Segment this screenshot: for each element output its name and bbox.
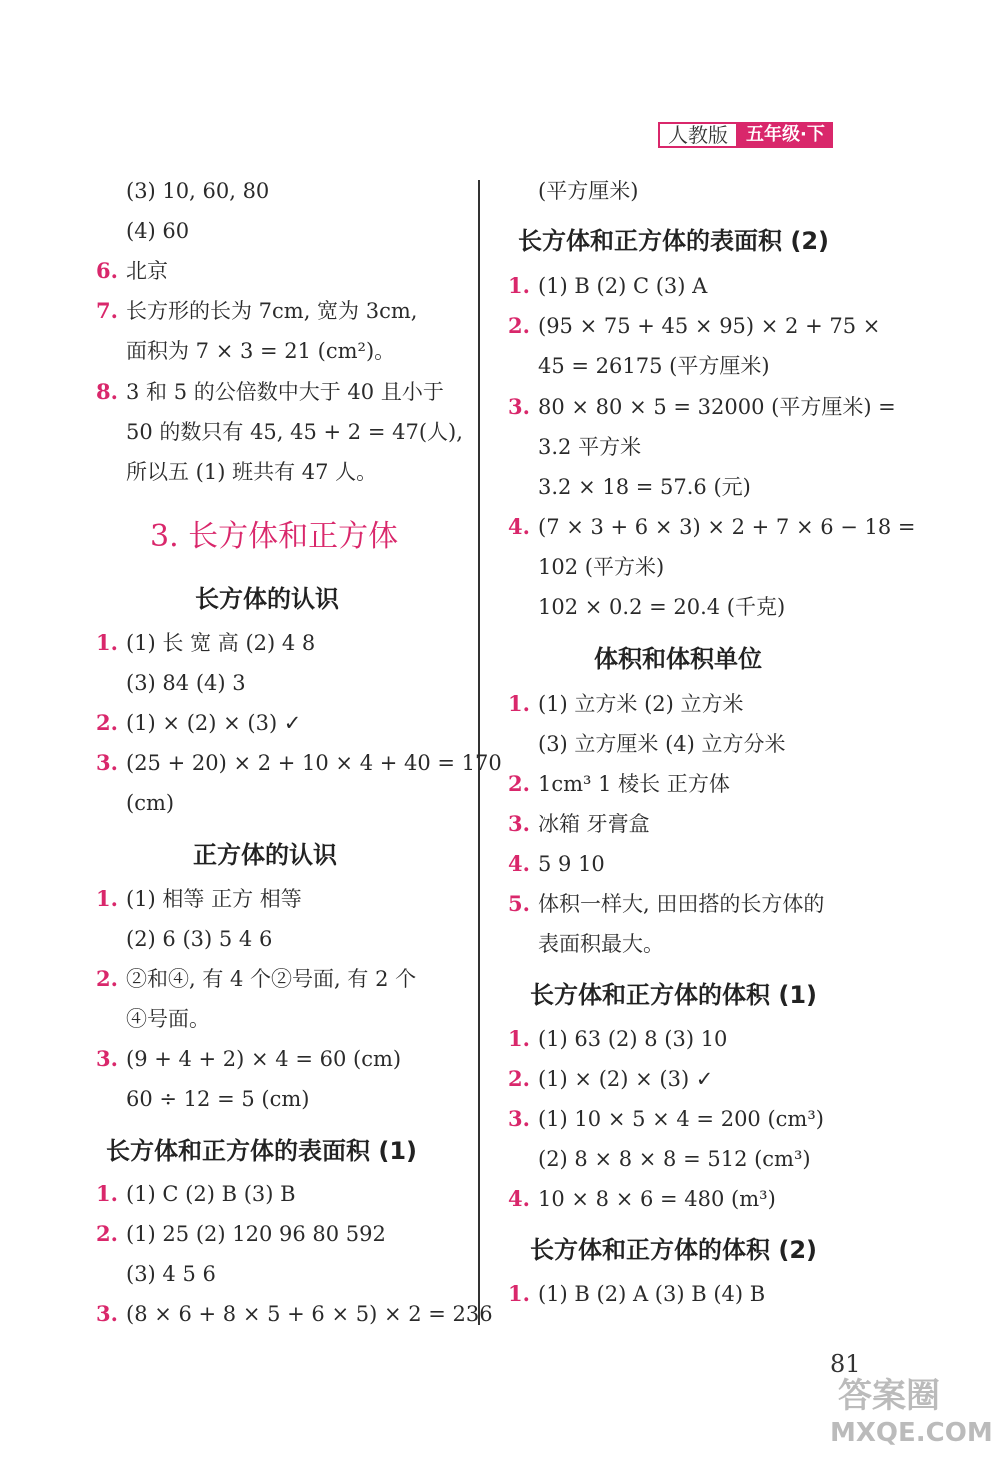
answer-line: (1) C (2) B (3) B (126, 1182, 296, 1206)
question-number: 2. (508, 1066, 530, 1091)
question-number: 4. (508, 1186, 530, 1211)
answer-line: (4) 60 (126, 219, 190, 243)
answer-line: (3) 4 5 6 (126, 1262, 216, 1286)
answer-line: 表面积最大。 (538, 932, 664, 956)
question-number: 2. (96, 966, 118, 991)
answer-line: 3.2 平方米 (538, 435, 642, 459)
answer-line: 体积一样大, 田田搭的长方体的 (538, 892, 825, 916)
question-number: 3. (96, 750, 118, 775)
question-number: 7. (96, 298, 118, 323)
question-number: 6. (96, 258, 118, 283)
question-number: 5. (508, 891, 530, 916)
answer-line: 60 ÷ 12 = 5 (cm) (126, 1087, 310, 1111)
watermark-logo: 答案圈 (838, 1376, 940, 1416)
answer-line: (平方厘米) (538, 179, 639, 203)
answer-line: 102 (平方米) (538, 555, 665, 579)
answer-line: (1) 长 宽 高 (2) 4 8 (126, 631, 316, 655)
section-title: 正方体的认识 (193, 841, 337, 869)
grade-label: 五年级·下 (738, 122, 833, 148)
edition-badge (658, 122, 833, 148)
answer-line: (3) 84 (4) 3 (126, 671, 246, 695)
question-number: 4. (508, 851, 530, 876)
answer-line: (1) 25 (2) 120 96 80 592 (126, 1222, 386, 1246)
edition-label: 人教版 (658, 122, 738, 148)
answer-line: (1) 63 (2) 8 (3) 10 (538, 1027, 728, 1051)
answer-line: (1) 相等 正方 相等 (126, 887, 302, 911)
question-number: 1. (96, 886, 118, 911)
answer-line: (3) 10, 60, 80 (126, 179, 270, 203)
section-title: 长方体和正方体的体积 (2) (530, 1236, 817, 1264)
question-number: 4. (508, 514, 530, 539)
answer-line: (2) 6 (3) 5 4 6 (126, 927, 273, 951)
question-number: 3. (508, 811, 530, 836)
answer-line: (8 × 6 + 8 × 5 + 6 × 5) × 2 = 236 (126, 1302, 493, 1326)
question-number: 1. (508, 273, 530, 298)
question-number: 3. (508, 394, 530, 419)
section-title: 长方体和正方体的体积 (1) (530, 981, 817, 1009)
answer-line: (1) × (2) × (3) ✓ (126, 711, 302, 735)
question-number: 1. (508, 1026, 530, 1051)
question-number: 2. (508, 313, 530, 338)
answer-line: (95 × 75 + 45 × 95) × 2 + 75 × (538, 314, 881, 338)
question-number: 3. (508, 1106, 530, 1131)
section-title: 体积和体积单位 (594, 645, 762, 673)
watermark-url: MXQE.COM (830, 1418, 993, 1448)
answer-line: 冰箱 牙膏盒 (538, 812, 650, 836)
answer-line: 所以五 (1) 班共有 47 人。 (126, 460, 378, 484)
answer-line: ②和④, 有 4 个②号面, 有 2 个 (126, 967, 417, 991)
section-title: 长方体和正方体的表面积 (1) (106, 1137, 417, 1165)
page-number: 81 (830, 1350, 861, 1378)
question-number: 2. (96, 1221, 118, 1246)
question-number: 2. (96, 710, 118, 735)
question-number: 2. (508, 771, 530, 796)
answer-line: 北京 (126, 259, 168, 283)
answer-line: (7 × 3 + 6 × 3) × 2 + 7 × 6 − 18 = (538, 515, 916, 539)
answer-line: (1) B (2) C (3) A (538, 274, 708, 298)
answer-line: 1cm³ 1 棱长 正方体 (538, 772, 730, 796)
answer-line: 长方形的长为 7cm, 宽为 3cm, (126, 299, 418, 323)
answer-line: ④号面。 (126, 1007, 210, 1031)
chapter-title: 3. 长方体和正方体 (150, 519, 399, 554)
question-number: 1. (508, 1281, 530, 1306)
section-title: 长方体和正方体的表面积 (2) (518, 227, 829, 255)
answer-line: (2) 8 × 8 × 8 = 512 (cm³) (538, 1147, 811, 1171)
answer-line: (1) B (2) A (3) B (4) B (538, 1282, 766, 1306)
answer-line: 50 的数只有 45, 45 + 2 = 47(人), (126, 420, 463, 444)
question-number: 1. (508, 691, 530, 716)
section-title: 长方体的认识 (195, 585, 339, 613)
answer-line: (cm) (126, 791, 175, 815)
answer-line: 5 9 10 (538, 852, 605, 876)
answer-line: (1) 10 × 5 × 4 = 200 (cm³) (538, 1107, 824, 1131)
question-number: 8. (96, 379, 118, 404)
answer-line: (1) × (2) × (3) ✓ (538, 1067, 714, 1091)
answer-line: 102 × 0.2 = 20.4 (千克) (538, 595, 786, 619)
answer-line: 10 × 8 × 6 = 480 (m³) (538, 1187, 776, 1211)
answer-line: 面积为 7 × 3 = 21 (cm²)。 (126, 339, 396, 363)
question-number: 1. (96, 630, 118, 655)
answer-line: (25 + 20) × 2 + 10 × 4 + 40 = 170 (126, 751, 502, 775)
answer-line: 80 × 80 × 5 = 32000 (平方厘米) = (538, 395, 896, 419)
question-number: 3. (96, 1046, 118, 1071)
answer-line: 3.2 × 18 = 57.6 (元) (538, 475, 751, 499)
answer-line: (9 + 4 + 2) × 4 = 60 (cm) (126, 1047, 402, 1071)
question-number: 1. (96, 1181, 118, 1206)
question-number: 3. (96, 1301, 118, 1326)
answer-line: (3) 立方厘米 (4) 立方分米 (538, 732, 786, 756)
answer-line: 3 和 5 的公倍数中大于 40 且小于 (126, 380, 444, 404)
answer-line: (1) 立方米 (2) 立方米 (538, 692, 744, 716)
answer-line: 45 = 26175 (平方厘米) (538, 354, 770, 378)
